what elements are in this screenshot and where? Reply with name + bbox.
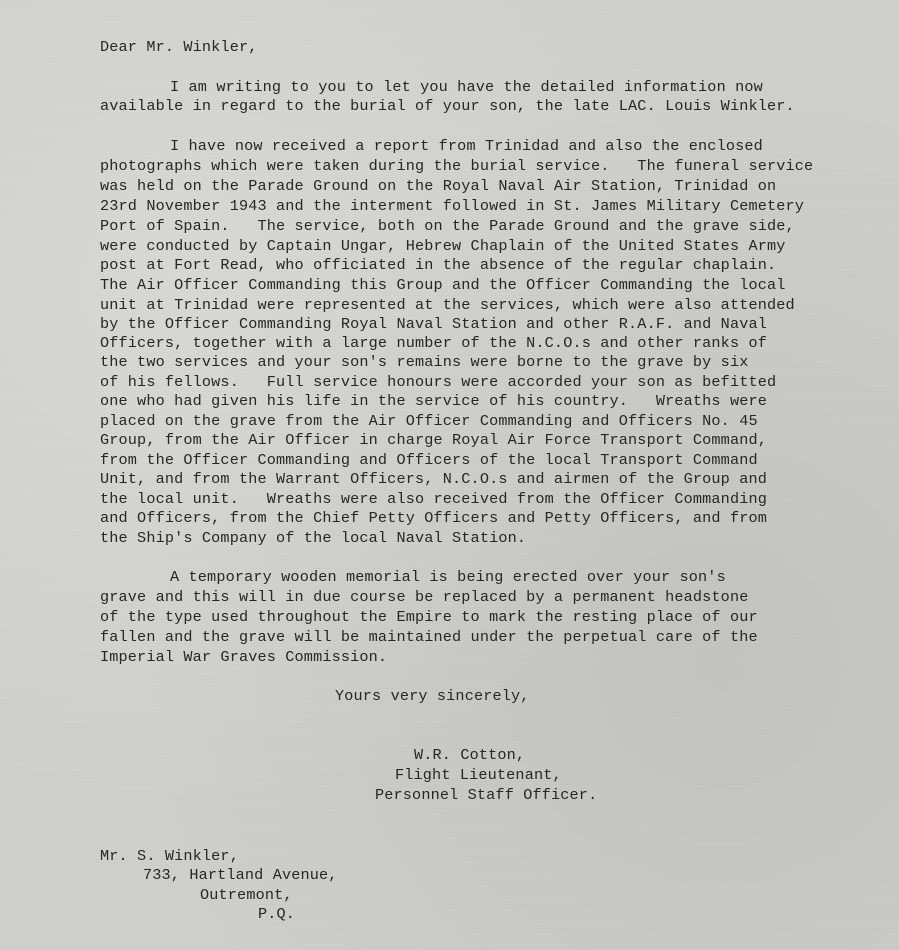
recipient-city: Outremont, bbox=[200, 886, 293, 904]
closing: Yours very sincerely, bbox=[335, 687, 530, 705]
paragraph2-line: from the Officer Commanding and Officers of the local Transport Command bbox=[100, 451, 758, 469]
paragraph3-line: A temporary wooden memorial is being erected over your son's bbox=[170, 568, 726, 586]
paragraph2-line: was held on the Parade Ground on the Royal Naval Air Station, Trinidad on bbox=[100, 177, 777, 195]
paragraph2-line: I have now received a report from Trinidad and also the enclosed bbox=[170, 137, 763, 155]
paragraph2-line: Unit, and from the Warrant Officers, N.C.O.s and airmen of the Group and bbox=[100, 470, 768, 488]
paragraph2-line: 23rd November 1943 and the interment followed in St. James Military Cemetery bbox=[100, 197, 805, 215]
paragraph2-line: photographs which were taken during the burial service. The funeral service bbox=[100, 157, 814, 175]
signature-name: W.R. Cotton, bbox=[414, 746, 526, 764]
paragraph2-line: were conducted by Captain Ungar, Hebrew Chaplain of the United States Army bbox=[100, 237, 786, 255]
signature-title: Personnel Staff Officer. bbox=[375, 786, 598, 804]
paragraph2-line: post at Fort Read, who officiated in the absence of the regular chaplain. bbox=[100, 256, 777, 274]
signature-rank: Flight Lieutenant, bbox=[395, 766, 562, 784]
paragraph2-line: by the Officer Commanding Royal Naval Station and other R.A.F. and Naval bbox=[100, 315, 768, 333]
salutation: Dear Mr. Winkler, bbox=[100, 38, 258, 56]
paragraph3-line: grave and this will in due course be replaced by a permanent headstone bbox=[100, 588, 749, 606]
paragraph2-line: the local unit. Wreaths were also received from the Officer Commanding bbox=[100, 490, 768, 508]
paragraph2-line: and Officers, from the Chief Petty Officers and Petty Officers, and from bbox=[100, 509, 768, 527]
paragraph3-line: Imperial War Graves Commission. bbox=[100, 648, 388, 666]
recipient-province: P.Q. bbox=[258, 905, 296, 923]
paragraph2-line: Group, from the Air Officer in charge Royal Air Force Transport Command, bbox=[100, 431, 768, 449]
paragraph3-line: fallen and the grave will be maintained under the perpetual care of the bbox=[100, 628, 758, 646]
recipient-street: 733, Hartland Avenue, bbox=[143, 866, 338, 884]
paragraph3-line: of the type used throughout the Empire to mark the resting place of our bbox=[100, 608, 758, 626]
paragraph2-line: the Ship's Company of the local Naval Station. bbox=[100, 529, 527, 547]
paragraph2-line: Port of Spain. The service, both on the Parade Ground and the grave side, bbox=[100, 217, 795, 235]
paragraph2-line: placed on the grave from the Air Officer Commanding and Officers No. 45 bbox=[100, 412, 758, 430]
paragraph1-line: available in regard to the burial of your son, the late LAC. Louis Winkler. bbox=[100, 97, 795, 115]
paragraph2-line: The Air Officer Commanding this Group and the Officer Commanding the local bbox=[100, 276, 786, 294]
paragraph2-line: one who had given his life in the service of his country. Wreaths were bbox=[100, 392, 768, 410]
paragraph1-line: I am writing to you to let you have the detailed information now bbox=[170, 78, 763, 96]
recipient-name: Mr. S. Winkler, bbox=[100, 847, 239, 865]
paragraph2-line: unit at Trinidad were represented at the services, which were also attended bbox=[100, 296, 795, 314]
paragraph2-line: the two services and your son's remains were borne to the grave by six bbox=[100, 353, 749, 371]
paragraph2-line: Officers, together with a large number of the N.C.O.s and other ranks of bbox=[100, 334, 768, 352]
paragraph2-line: of his fellows. Full service honours were accorded your son as befitted bbox=[100, 373, 777, 391]
